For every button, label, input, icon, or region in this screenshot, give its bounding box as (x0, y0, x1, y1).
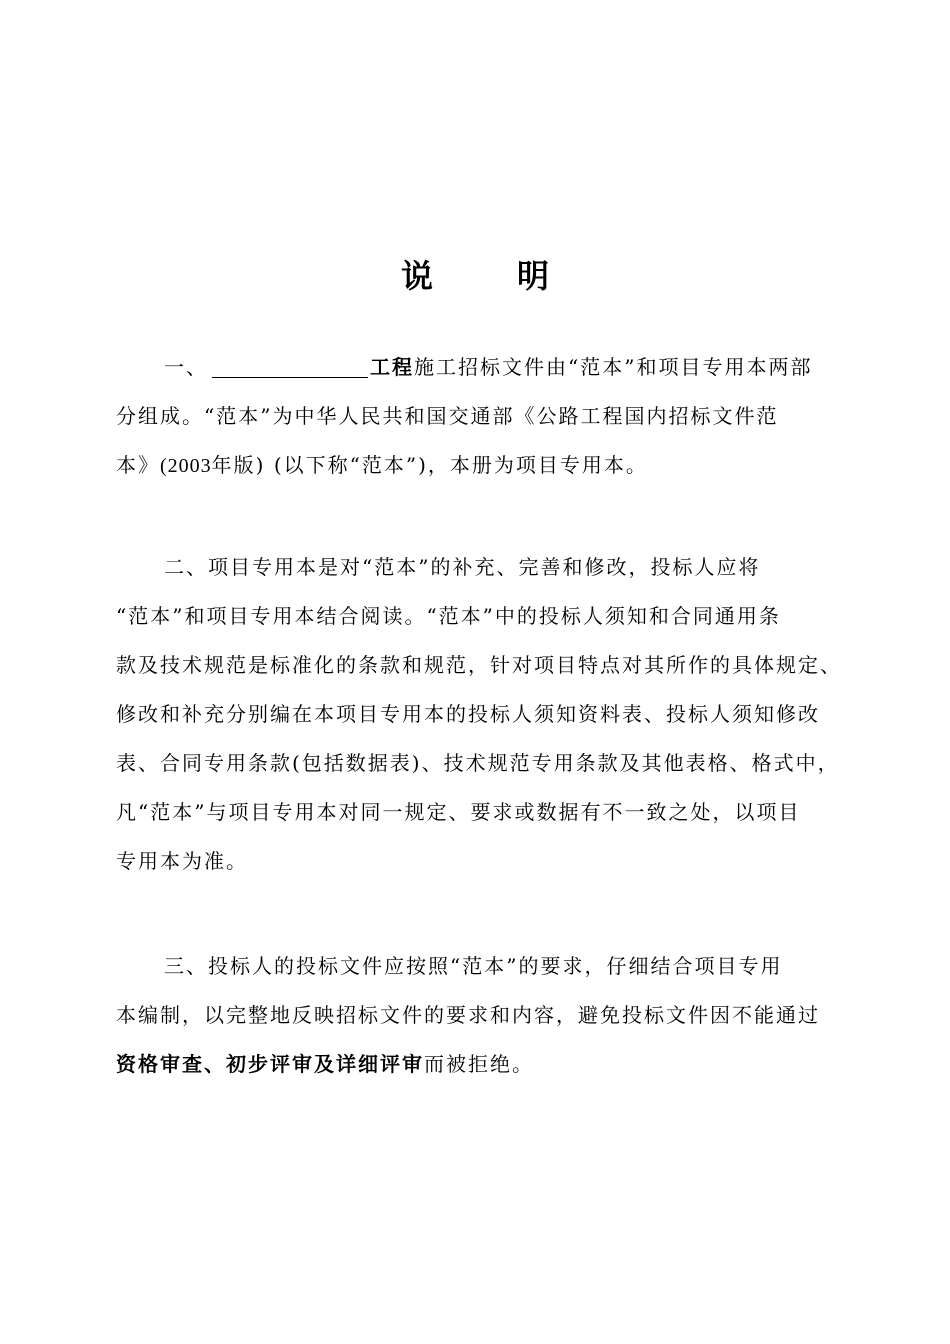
paragraph-three-bold-text: 资格审查、初步评审及详细评审 (116, 1052, 424, 1076)
paragraph-three-line-2: 本编制，以完整地反映招标文件的要求和内容，避免投标文件因不能通过 (116, 1003, 820, 1027)
paragraph-one (116, 343, 838, 490)
paragraph-two-line: 二、项目专用本是对“范本”的补充、完善和修改，投标人应将 (164, 555, 761, 579)
paragraph-one-year: (2003 (160, 455, 212, 477)
paragraph-two-line: 表、合同专用条款(包括数据表)、技术规范专用条款及其他表格、格式中， (116, 751, 840, 775)
paragraph-three-line-3 (116, 1040, 838, 1089)
paragraph-one-line-1 (116, 343, 838, 392)
paragraph-one-line-3-b: 年版) (211, 453, 266, 477)
paragraph-two-line: “范本”和项目专用本结合阅读。“范本”中的投标人须知和合同通用条 (116, 604, 781, 628)
paragraph-one-bold-word: 工程 (370, 355, 414, 379)
paragraph-one-line-2: 分组成。“范本”为中华人民共和国交通部《公路工程国内招标文件范 (116, 404, 779, 428)
paragraph-two-line: 款及技术规范是标准化的条款和规范，针对项目特点对其所作的具体规定、 (116, 653, 842, 677)
paragraph-one-prefix: 一、 (164, 355, 208, 379)
paragraph-one-line-1-rest: 施工招标文件由“范本”和项目专用本两部 (414, 355, 813, 379)
title-char-left: 说 (400, 257, 433, 295)
paragraph-three-line-3-rest: 而被拒绝。 (424, 1052, 534, 1076)
title-char-right: 明 (517, 257, 550, 295)
paragraph-two-line: 修改和补充分别编在本项目专用本的投标人须知资料表、投标人须知修改 (116, 702, 820, 726)
paragraph-two-line: 凡“范本”与项目专用本对同一规定、要求或数据有不一致之处，以项目 (116, 800, 801, 824)
paragraph-two-line: 专用本为准。 (116, 849, 248, 873)
paragraph-one-line-3 (116, 441, 838, 490)
paragraph-two (116, 543, 842, 886)
project-name-blank (212, 355, 368, 378)
paragraph-three-line-1: 三、投标人的投标文件应按照“范本”的要求，仔细结合项目专用 (164, 954, 783, 978)
paragraph-one-line-3-c: (以下称“范本”)，本册为项目专用本。 (273, 453, 648, 477)
paragraph-three (116, 942, 838, 1089)
page-title (0, 252, 950, 300)
paragraph-one-line-3-a: 本》 (116, 453, 160, 477)
